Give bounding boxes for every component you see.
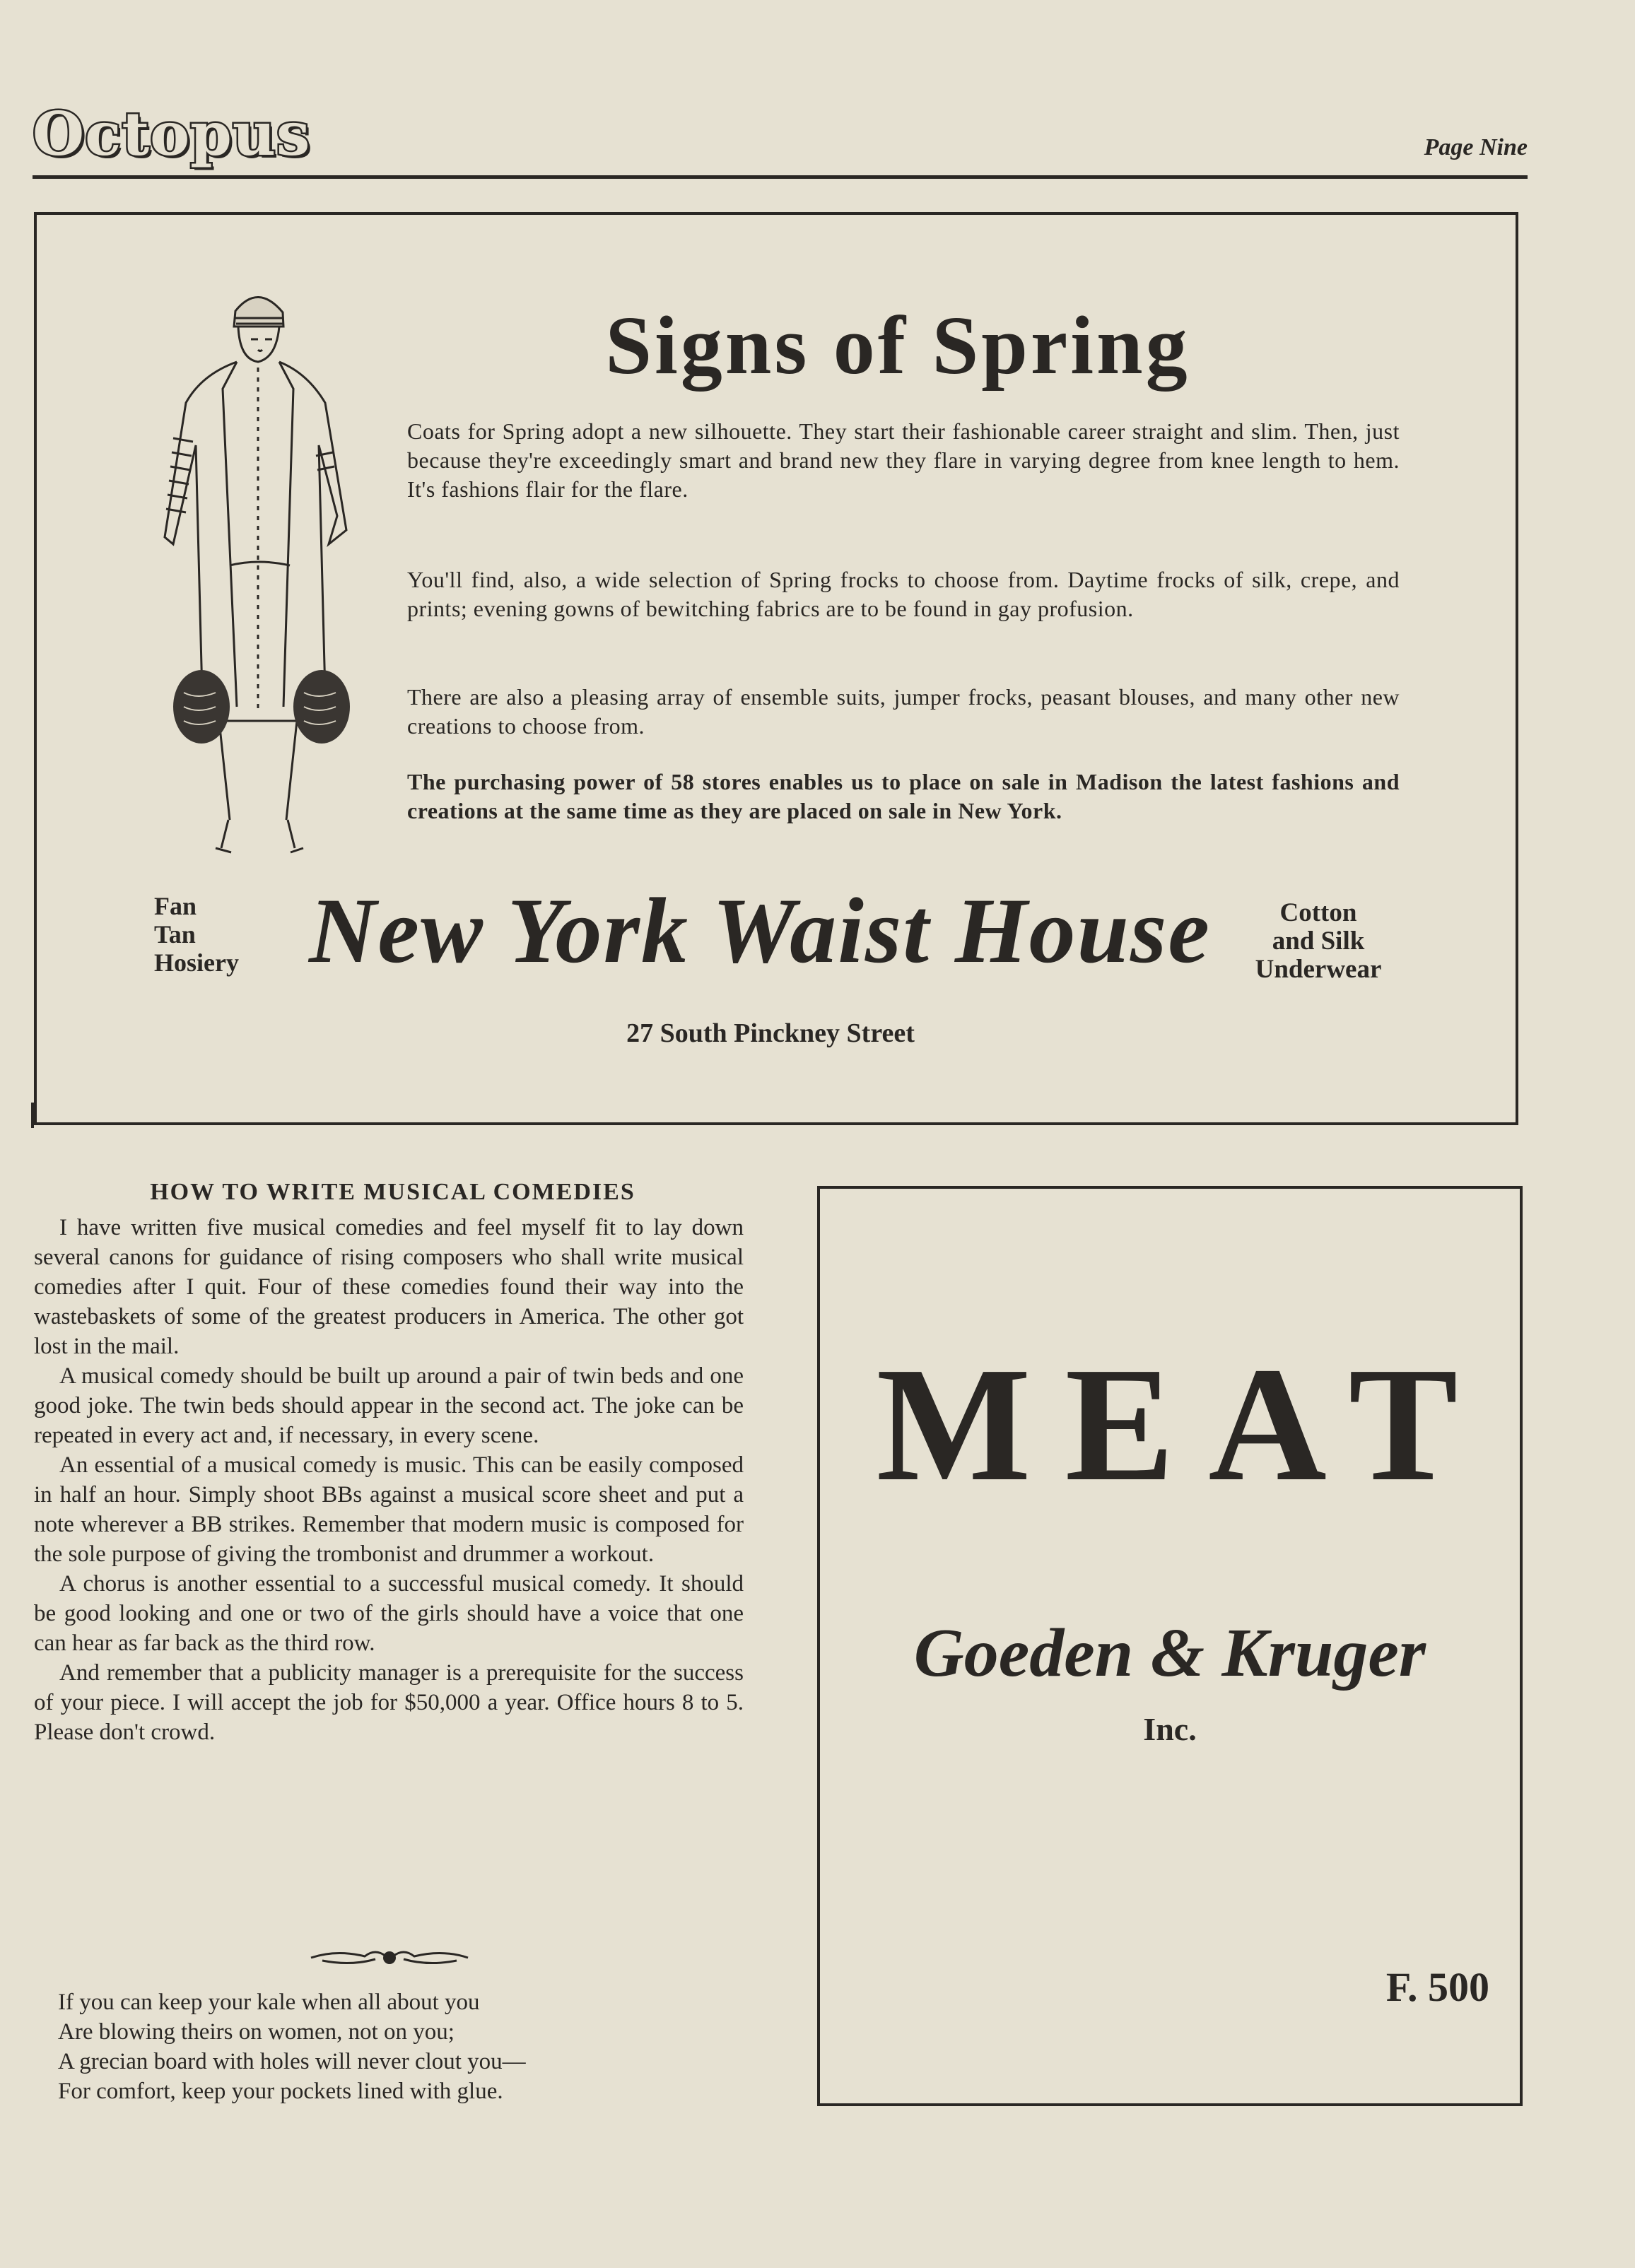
article-paragraph: And remember that a publicity manager is a prerequisite for the success of your piece. I will accept the job for $50,000 a year. Office hours 8 to 5. Please don't crowd.	[34, 1660, 744, 1745]
spring-ad-paragraph-frocks: You'll find, also, a wide selection of Spring frocks to choose from. Daytime frocks of silk, crepe, and prints; evening gowns of bewitching fabrics are to be found in gay profusion.	[407, 567, 1400, 621]
article-body	[34, 1213, 744, 1747]
underwear-note: Cotton and Silk Underwear	[1255, 898, 1382, 984]
spring-ad-title: Signs of Spring	[605, 299, 1190, 392]
fashion-figure-illustration	[152, 283, 371, 869]
masthead-logo: Octopus	[33, 99, 311, 169]
page-number: Page Nine	[1424, 134, 1528, 160]
store-name-logo: New York Waist House	[309, 879, 1211, 982]
article-paragraph: A chorus is another essential to a successful musical comedy. It should be good looking and one or two of the girls should have a voice that one can hear as far back as the third row.	[34, 1571, 744, 1656]
article-paragraph: A musical comedy should be built up around a pair of twin beds and one good joke. The twin beds should appear in the second act. The joke can be repeated in every act and, if necessary, in every scene.	[34, 1363, 744, 1448]
spring-ad-paragraph-purchasing: The purchasing power of 58 stores enables us to place on sale in Madison the latest fashions and creations at the same time as they are placed on sale in New York.	[407, 769, 1400, 823]
meat-ad-headline: MEAT	[876, 1334, 1492, 1515]
article-paragraph: An essential of a musical comedy is music. This can be easily composed in half an hour. Simply shoot BBs against a musical score sheet and put a note wherever a BB strikes. Remember that modern music is composed for the sole purpose of giving the trombonist and drummer a workout.	[34, 1452, 744, 1567]
meat-ad-company: Goeden & Kruger	[913, 1615, 1426, 1691]
column-rule-mark	[31, 1103, 34, 1128]
meat-ad-phone: F. 500	[1385, 1964, 1489, 2010]
poem-line: For comfort, keep your pockets lined with glue.	[58, 2079, 503, 2104]
poem-line: If you can keep your kale when all about you	[58, 1990, 480, 2015]
poem-line: A grecian board with holes will never clout you—	[58, 2049, 526, 2074]
spring-ad-paragraph-ensembles: There are also a pleasing array of ensemble suits, jumper frocks, peasant blouses, and many other new creations to choose from.	[407, 684, 1400, 739]
article-title: HOW TO WRITE MUSICAL COMEDIES	[150, 1179, 635, 1205]
store-address: 27 South Pinckney Street	[626, 1018, 915, 1048]
spring-ad-paragraph-coats: Coats for Spring adopt a new silhouette. They start their fashionable career straight and slim. Then, just because they're exceedingly smart and brand new they flare in varying degree from knee length to hem. It's fashions flair for the flare.	[407, 418, 1400, 502]
hosiery-note: Fan Tan Hosiery	[154, 892, 239, 977]
header-rule	[33, 175, 1528, 179]
meat-ad-inc: Inc.	[1143, 1711, 1197, 1747]
poem	[58, 1987, 526, 2106]
poem-line: Are blowing theirs on women, not on you;	[58, 2019, 455, 2045]
ornament-divider	[308, 1945, 471, 1970]
article-paragraph: I have written five musical comedies and feel myself fit to lay down several canons for guidance of rising composers who shall write musical comedies after I quit. Four of these comedies found their way into the wastebaskets of some of the greatest producers in America. The other got lost in the mail.	[34, 1215, 744, 1359]
